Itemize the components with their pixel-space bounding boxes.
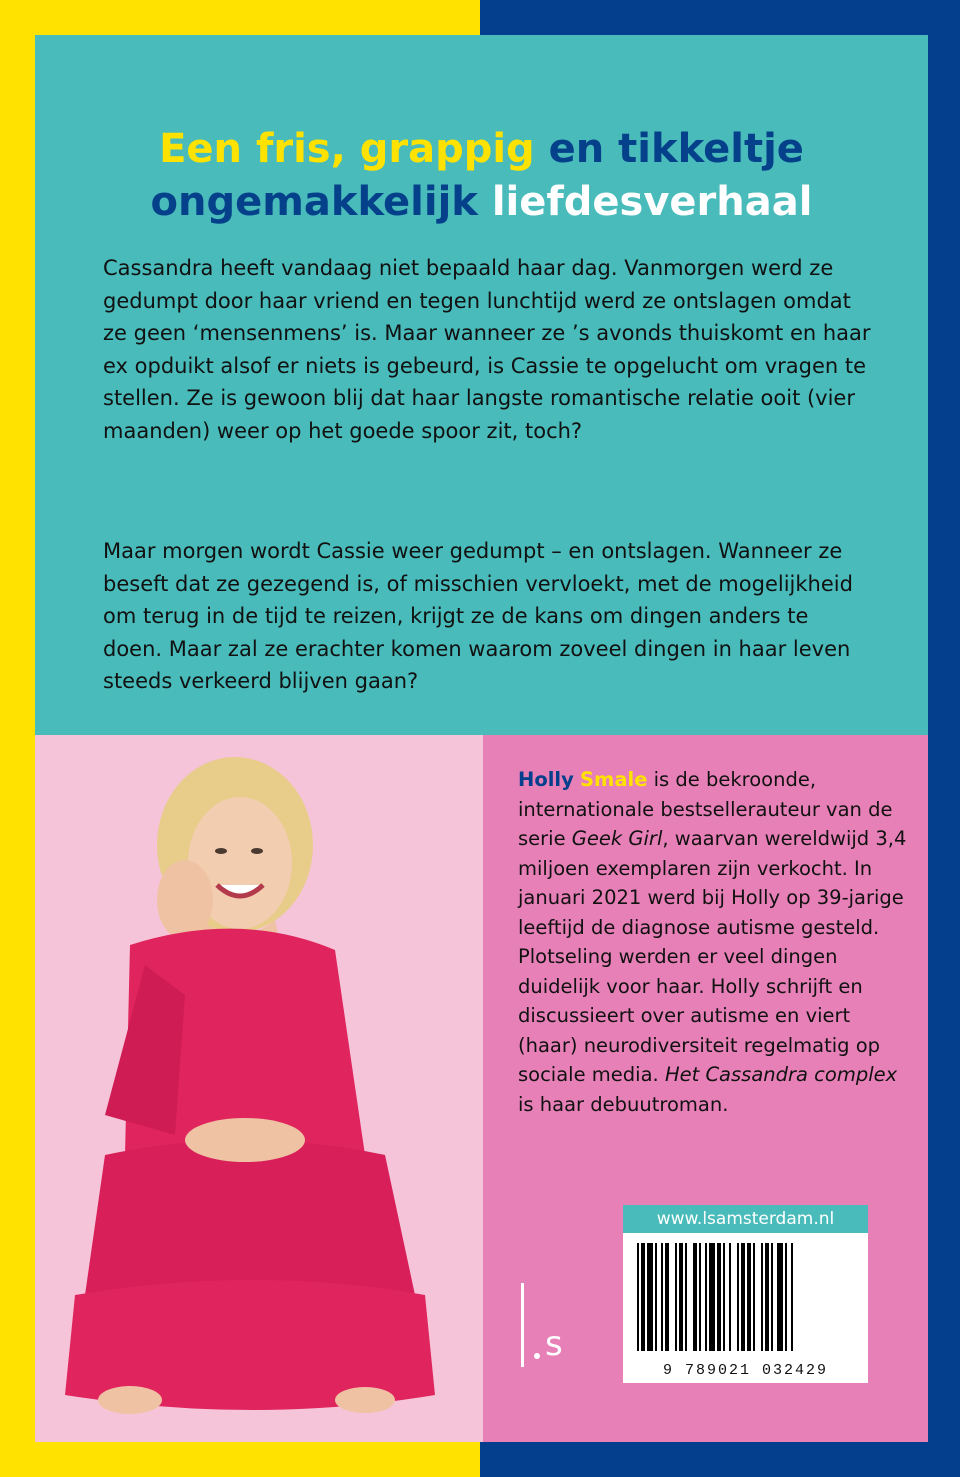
blurb-paragraph-1: Cassandra heeft vandaag niet bepaald haar dag. Vanmorgen werd ze gedumpt door haar vriend en tegen lunchtijd werd ze ontslagen omdat ze geen ‘mensenmens’ is. Maar wanneer ze ’s avonds thuiskomt en haar ex opduikt alsof er niets is gebeurd, is Cassie te opgelucht om vragen te stellen. Ze is gewoon blij dat haar langste romantische relatie ooit (vier maanden) weer op het goede spoor zit, toch? — [103, 256, 871, 443]
blurb-panel — [35, 35, 928, 735]
bio-text-3: is haar debuutroman. — [518, 1092, 729, 1116]
headline-part-white: liefdesverhaal — [477, 179, 813, 225]
headline — [35, 123, 928, 229]
bio-text-1: is de bekroonde, internationale bestsellerauteur van de serie — [518, 768, 893, 850]
author-last-name: Smale — [580, 768, 648, 791]
headline-part-yellow: Een fris, grappig — [159, 126, 535, 172]
author-bio — [518, 765, 908, 1119]
bio-text-2: , waarvan wereldwijd 3,4 miljoen exemplaren zijn verkocht. In januari 2021 werd bij Holly op 39-jarige leeftijd de diagnose autisme gesteld. Plotseling werden er veel dingen duidelijk voor haar. Holly schrijft en discussieert over autisme en viert (haar) neurodiversiteit regelmatig op sociale media. — [518, 827, 907, 1086]
headline-part-blue: en tikkeltje — [534, 126, 804, 172]
author-photo — [35, 735, 483, 1442]
blurb-paragraph-2: Maar morgen wordt Cassie weer gedumpt – en ontslagen. Wanneer ze beseft dat ze gezegend is, of misschien vervloekt, met de mogelijkheid om terug in de tijd te reizen, krijgt ze de kans om dingen anders te doen. Maar zal ze erachter komen waarom zoveel dingen in haar leven steeds verkeerd blijven gaan? — [103, 539, 853, 693]
publisher-logo-letter: s — [545, 1324, 563, 1364]
author-first-name: Holly — [518, 768, 574, 791]
isbn-number: 9 789021 032429 — [662, 1362, 829, 1379]
publisher-website[interactable]: www.lsamsterdam.nl — [623, 1205, 868, 1233]
series-title: Geek Girl — [571, 827, 663, 850]
isbn-barcode — [623, 1233, 868, 1383]
book-title: Het Cassandra complex — [664, 1063, 898, 1086]
headline-part-blue-2: ongemakkelijk — [150, 179, 478, 225]
author-portrait-illustration — [35, 735, 483, 1442]
barcode-bars — [637, 1243, 854, 1351]
author-bio-panel — [483, 735, 928, 1442]
